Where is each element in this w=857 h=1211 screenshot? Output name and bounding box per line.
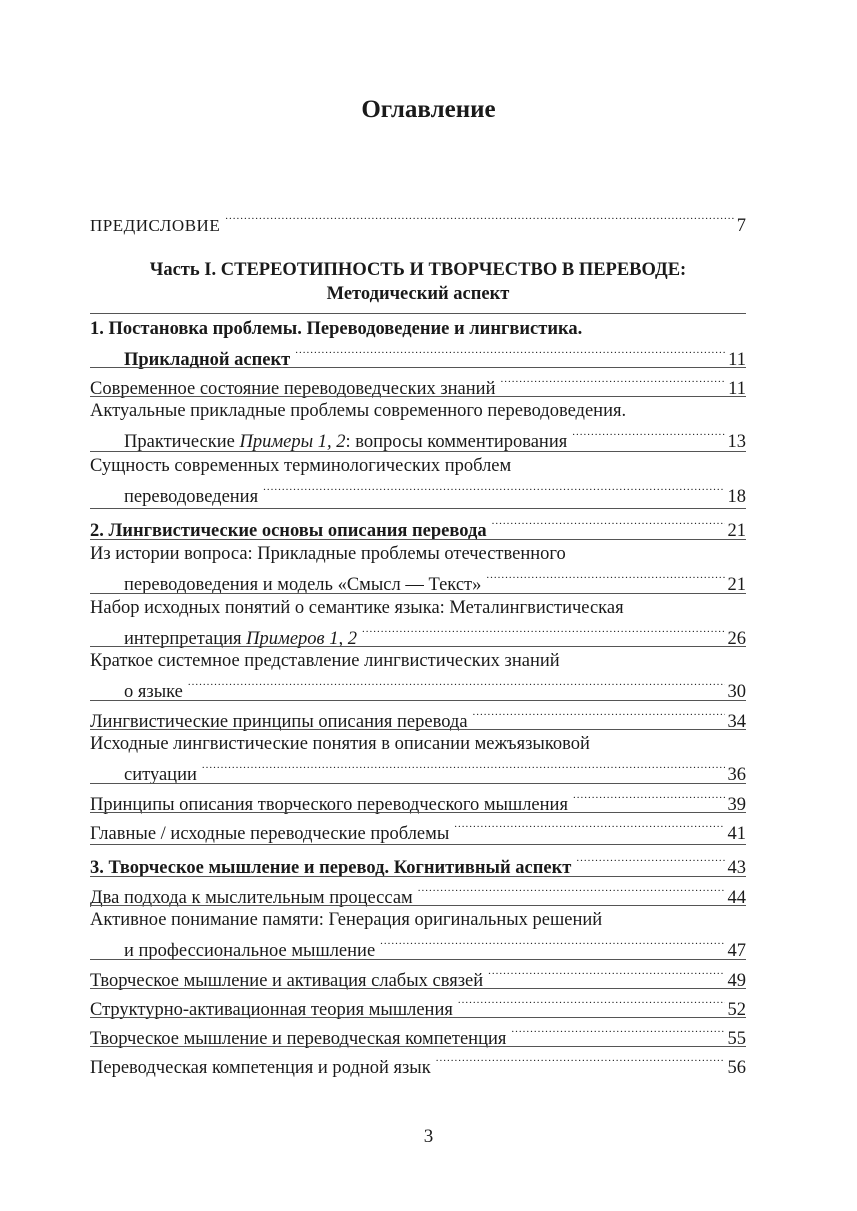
toc-page-number: 21 — [727, 575, 746, 595]
toc-entry-label: Два подхода к мыслительным процессам — [90, 888, 413, 908]
toc-entry[interactable] — [90, 454, 746, 507]
chapter-title: 2. Лингвистические основы описания перевода — [90, 521, 487, 541]
chapter-title-line2: Прикладной аспект — [124, 350, 291, 370]
toc-entry-label: Структурно-активационная теория мышления — [90, 1000, 453, 1020]
toc-entry[interactable] — [90, 908, 746, 961]
toc-entry-label-line1: Исходные лингвистические понятия в описании межъязыковой — [90, 734, 590, 754]
toc-page-number: 18 — [727, 487, 746, 507]
entry-divider — [90, 1046, 746, 1047]
toc-entry[interactable] — [90, 1020, 746, 1049]
toc-entry-label: Главные / исходные переводческие проблемы — [90, 824, 450, 844]
toc-page-number: 11 — [728, 379, 746, 399]
entry-divider — [90, 876, 746, 877]
toc-entry-label: Творческое мышление и активация слабых связей — [90, 971, 484, 991]
toc-entry-label: Принципы описания творческого переводческого мышления — [90, 795, 568, 815]
toc-entry[interactable] — [90, 370, 746, 399]
toc-entry-label-line2: и профессиональное мышление — [124, 941, 376, 961]
entry-divider — [90, 539, 746, 540]
entry-divider — [90, 646, 746, 647]
dot-leader — [454, 815, 724, 839]
dot-leader — [486, 566, 724, 590]
toc-entry[interactable] — [90, 786, 746, 815]
toc-entry-label-line1: Сущность современных терминологических проблем — [90, 456, 512, 476]
toc-entry-label-line2: о языке — [124, 682, 183, 702]
toc-page-number: 13 — [727, 432, 746, 452]
toc-entry-label-line2: переводоведения и модель «Смысл — Текст» — [124, 575, 482, 595]
dot-leader — [572, 423, 724, 447]
entry-divider — [90, 367, 746, 368]
toc-page-number: 34 — [727, 712, 746, 732]
toc-entry[interactable] — [90, 1049, 746, 1078]
entry-divider — [90, 988, 746, 989]
toc-page-number: 21 — [727, 521, 746, 541]
entry-divider — [90, 783, 746, 784]
dot-leader — [511, 1020, 724, 1044]
toc-entry-preface[interactable] — [90, 207, 746, 236]
dot-leader — [225, 207, 734, 231]
entry-divider — [90, 959, 746, 960]
toc-page-number: 39 — [727, 795, 746, 815]
toc-entry[interactable] — [90, 399, 746, 452]
toc-entry-label-line1: Краткое системное представление лингвистических знаний — [90, 651, 560, 671]
section-divider — [90, 844, 746, 845]
toc-entry-label-line1: Из истории вопроса: Прикладные проблемы отечественного — [90, 544, 566, 564]
dot-leader — [418, 879, 725, 903]
toc-entry-label: Переводческая компетенция и родной язык — [90, 1058, 431, 1078]
toc-entry[interactable] — [90, 879, 746, 908]
toc-entry-label-line1: Активное понимание памяти: Генерация оригинальных решений — [90, 910, 603, 930]
entry-divider — [90, 729, 746, 730]
toc-entry[interactable] — [90, 649, 746, 702]
dot-leader — [458, 991, 725, 1015]
toc-entry[interactable] — [90, 596, 746, 649]
toc-entry[interactable] — [90, 815, 746, 844]
dot-leader — [492, 512, 725, 536]
dot-leader — [295, 341, 725, 365]
chapter-title-line1: 1. Постановка проблемы. Переводоведение и лингвистика. — [90, 319, 583, 339]
toc-page-number: 56 — [727, 1058, 746, 1078]
toc-entry-label-part: Практические — [124, 432, 240, 452]
toc-page-number: 26 — [727, 629, 746, 649]
toc-entry[interactable] — [90, 542, 746, 595]
dot-leader — [436, 1049, 725, 1073]
toc-entry-label-part: : вопросы комментирования — [345, 432, 568, 452]
toc-entry-label: Современное состояние переводоведческих знаний — [90, 379, 496, 399]
entry-divider — [90, 905, 746, 906]
dot-leader — [500, 370, 725, 394]
entry-divider — [90, 396, 746, 397]
toc-page-number: 43 — [727, 858, 746, 878]
toc-chapter-1[interactable] — [90, 317, 746, 370]
toc-page-number: 11 — [728, 350, 746, 370]
toc-page-number: 36 — [727, 765, 746, 785]
toc-page-number: 52 — [727, 1000, 746, 1020]
dot-leader — [362, 620, 725, 644]
toc-entry-italic: Примеров 1, 2 — [246, 629, 357, 649]
dot-leader — [380, 932, 724, 956]
toc-entry[interactable] — [90, 991, 746, 1020]
part-heading-line1: Часть I. СТЕРЕОТИПНОСТЬ И ТВОРЧЕСТВО В ПЕРЕВОДЕ: — [149, 260, 687, 280]
part-heading — [90, 258, 746, 306]
toc-entry-label: Творческое мышление и переводческая компетенция — [90, 1029, 507, 1049]
toc-chapter-2[interactable] — [90, 512, 746, 541]
toc-page-number: 7 — [736, 216, 746, 236]
toc-page-number: 55 — [727, 1029, 746, 1049]
entry-divider — [90, 593, 746, 594]
dot-leader — [488, 962, 724, 986]
toc-page-number: 49 — [727, 971, 746, 991]
page-title: Оглавление — [361, 96, 496, 123]
section-divider — [90, 508, 746, 509]
page-folio: 3 — [423, 1126, 434, 1147]
toc-entry-label-line2: ситуации — [124, 765, 197, 785]
toc-page-number: 41 — [727, 824, 746, 844]
toc-page-number: 44 — [727, 888, 746, 908]
toc-chapter-3[interactable] — [90, 849, 746, 878]
toc-entry[interactable] — [90, 962, 746, 991]
entry-divider — [90, 451, 746, 452]
toc-entry-label-part: интерпретация — [124, 629, 247, 649]
toc-entry-label: ПРЕДИСЛОВИЕ — [90, 216, 221, 235]
toc-entry-italic: Примеры 1, 2 — [239, 432, 346, 452]
toc-entry-label-line1: Набор исходных понятий о семантике языка: Металингвистическая — [90, 598, 624, 618]
section-divider — [90, 313, 746, 314]
toc-entry[interactable] — [90, 732, 746, 785]
toc-entry[interactable] — [90, 703, 746, 732]
dot-leader — [263, 478, 724, 502]
toc-entry-label-line2: переводоведения — [124, 487, 259, 507]
dot-leader — [202, 756, 725, 780]
toc-page-number: 47 — [727, 941, 746, 961]
dot-leader — [576, 849, 724, 873]
entry-divider — [90, 812, 746, 813]
toc-page-number: 30 — [727, 682, 746, 702]
dot-leader — [573, 786, 725, 810]
chapter-title: 3. Творческое мышление и перевод. Когнитивный аспект — [90, 858, 572, 878]
dot-leader — [188, 673, 725, 697]
part-heading-line2: Методический аспект — [326, 284, 510, 304]
toc-entry-label: Лингвистические принципы описания перевода — [90, 712, 468, 732]
dot-leader — [473, 703, 725, 727]
entry-divider — [90, 1017, 746, 1018]
toc-entry-label-line1: Актуальные прикладные проблемы современного переводоведения. — [90, 401, 627, 421]
entry-divider — [90, 700, 746, 701]
